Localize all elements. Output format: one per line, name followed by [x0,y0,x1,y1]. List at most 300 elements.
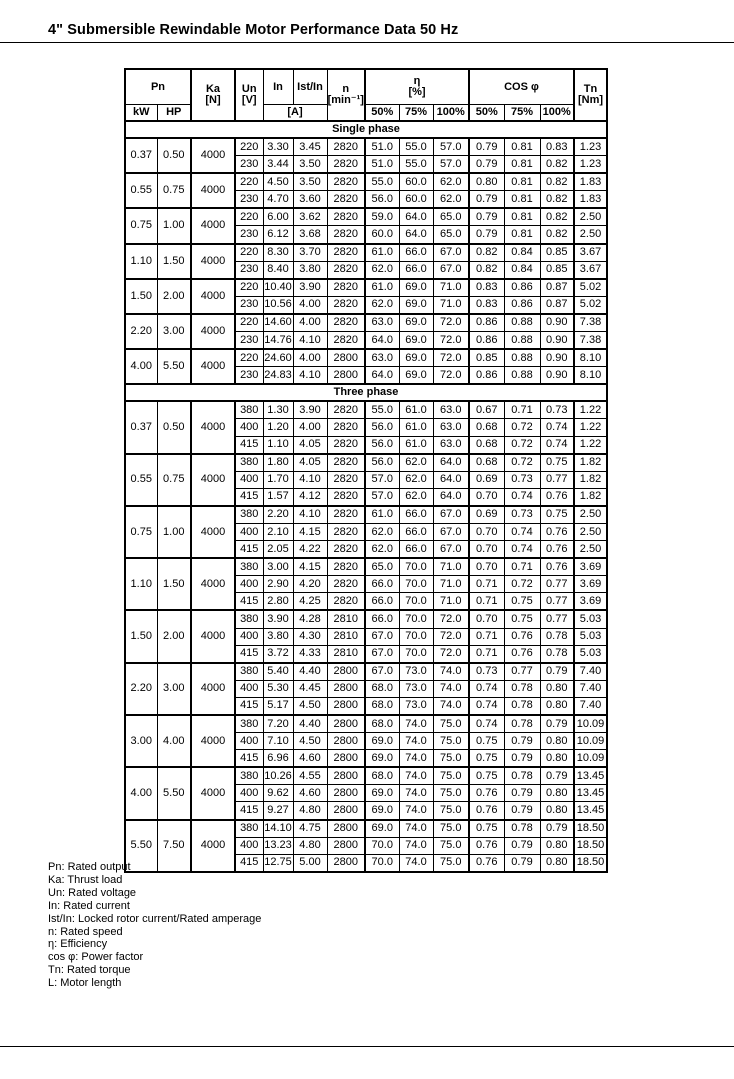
table-cell: 72.0 [433,645,469,663]
table-cell: 1.57 [263,488,293,506]
table-cell: 7.20 [263,715,293,733]
table-cell: 1.10 [263,436,293,454]
table-cell: 0.81 [504,173,540,191]
legend-item: L: Motor length [48,977,122,990]
table-row [125,138,607,156]
table-cell: 3.90 [263,610,293,628]
table-cell: 0.86 [469,367,504,385]
table-cell: 4.75 [293,820,327,838]
cell-ka: 4000 [191,506,235,558]
table-cell: 6.96 [263,750,293,768]
table-cell: 4.40 [293,663,327,681]
table-cell: 0.88 [504,367,540,385]
table-cell: 0.82 [540,173,574,191]
legend-item: n: Rated speed [48,925,123,938]
table-cell: 400 [235,523,263,540]
cell-ka: 4000 [191,401,235,453]
table-cell: 70.0 [399,558,433,576]
table-cell: 67.0 [433,244,469,262]
table-cell: 2800 [327,367,365,385]
table-row [125,208,607,226]
table-cell: 14.76 [263,332,293,350]
table-cell: 4.80 [293,802,327,820]
table-cell: 4.00 [293,419,327,436]
table-cell: 2820 [327,558,365,576]
table-cell: 2820 [327,436,365,454]
table-cell: 380 [235,558,263,576]
table-cell: 2810 [327,610,365,628]
table-cell: 70.0 [399,593,433,611]
table-cell: 13.45 [574,802,607,820]
table-cell: 73.0 [399,663,433,681]
table-cell: 0.70 [469,610,504,628]
table-cell: 4.15 [293,523,327,540]
table-cell: 68.0 [365,680,399,697]
table-cell: 74.0 [399,785,433,802]
table-cell: 7.40 [574,697,607,715]
table-cell: 400 [235,680,263,697]
table-cell: 65.0 [365,558,399,576]
table-cell: 75.0 [433,750,469,768]
cell-kw: 0.75 [125,208,157,243]
table-cell: 1.22 [574,436,607,454]
legend-item: Ist/In: Locked rotor current/Rated amperage [48,912,262,925]
table-cell: 0.83 [469,279,504,297]
table-cell: 70.0 [365,837,399,854]
table-cell: 0.78 [504,697,540,715]
table-cell: 66.0 [399,506,433,524]
table-cell: 2.50 [574,208,607,226]
table-cell: 55.0 [399,138,433,156]
header-eta-label: η [413,75,421,87]
table-cell: 2.50 [574,541,607,559]
header-kw: kW [125,105,157,122]
table-cell: 4.20 [293,576,327,593]
table-cell: 2820 [327,401,365,419]
table-cell: 0.78 [504,767,540,785]
table-cell: 2820 [327,279,365,297]
table-cell: 71.0 [433,558,469,576]
table-cell: 4.05 [293,454,327,472]
table-cell: 3.60 [293,191,327,209]
table-cell: 3.30 [263,138,293,156]
table-cell: 0.82 [540,156,574,174]
cell-hp: 1.00 [157,506,191,558]
table-cell: 0.87 [540,279,574,297]
table-cell: 1.83 [574,191,607,209]
table-cell: 18.50 [574,837,607,854]
table-cell: 75.0 [433,733,469,750]
cell-kw: 4.00 [125,349,157,384]
table-cell: 0.76 [504,645,540,663]
table-cell: 0.78 [540,628,574,645]
table-cell: 6.00 [263,208,293,226]
table-body [125,121,607,872]
table-cell: 63.0 [365,349,399,367]
table-cell: 2800 [327,802,365,820]
table-cell: 2820 [327,173,365,191]
table-cell: 8.30 [263,244,293,262]
table-cell: 61.0 [365,506,399,524]
table-cell: 380 [235,454,263,472]
table-cell: 0.71 [469,576,504,593]
table-row [125,610,607,628]
table-cell: 62.0 [365,541,399,559]
table-cell: 4.45 [293,680,327,697]
table-cell: 220 [235,244,263,262]
table-cell: 1.82 [574,488,607,506]
table-cell: 74.0 [433,697,469,715]
table-cell: 0.79 [504,733,540,750]
table-cell: 415 [235,541,263,559]
table-cell: 415 [235,697,263,715]
table-cell: 70.0 [365,854,399,872]
table-cell: 4.50 [293,733,327,750]
table-cell: 68.0 [365,767,399,785]
table-cell: 18.50 [574,820,607,838]
table-cell: 3.62 [293,208,327,226]
table-cell: 0.74 [504,488,540,506]
header-n-label: n [342,83,350,95]
table-cell: 415 [235,593,263,611]
table-cell: 3.90 [293,401,327,419]
table-cell: 3.45 [293,138,327,156]
table-cell: 69.0 [399,296,433,314]
table-cell: 5.03 [574,628,607,645]
table-cell: 0.76 [469,854,504,872]
table-cell: 2820 [327,244,365,262]
header-tn [574,69,607,121]
cell-kw: 0.37 [125,401,157,453]
table-cell: 61.0 [399,401,433,419]
table-cell: 0.81 [504,208,540,226]
table-cell: 4.00 [293,296,327,314]
table-cell: 0.73 [540,401,574,419]
table-cell: 4.10 [293,506,327,524]
table-cell: 220 [235,173,263,191]
table-cell: 4.22 [293,541,327,559]
table-cell: 0.88 [504,314,540,332]
table-cell: 70.0 [399,610,433,628]
table-cell: 0.77 [540,576,574,593]
table-cell: 0.85 [540,244,574,262]
table-cell: 3.67 [574,244,607,262]
table-cell: 56.0 [365,419,399,436]
table-cell: 60.0 [399,191,433,209]
table-cell: 400 [235,785,263,802]
table-cell: 66.0 [365,593,399,611]
table-cell: 5.17 [263,697,293,715]
legend [48,861,261,990]
table-cell: 74.0 [433,680,469,697]
table-cell: 0.90 [540,314,574,332]
table-cell: 10.26 [263,767,293,785]
table-cell: 5.00 [293,854,327,872]
table-cell: 3.90 [293,279,327,297]
table-cell: 3.68 [293,226,327,244]
section-label: Single phase [125,121,607,138]
table-cell: 70.0 [399,645,433,663]
table-cell: 0.75 [469,767,504,785]
table-cell: 0.78 [504,820,540,838]
table-cell: 1.22 [574,401,607,419]
table-cell: 73.0 [399,697,433,715]
table-cell: 3.69 [574,576,607,593]
table-cell: 2810 [327,645,365,663]
table-cell: 2800 [327,767,365,785]
header-hp: HP [157,105,191,122]
table-cell: 220 [235,279,263,297]
table-cell: 62.0 [365,261,399,279]
table-cell: 63.0 [365,314,399,332]
table-cell: 62.0 [399,471,433,488]
table-cell: 2820 [327,419,365,436]
table-cell: 0.67 [469,401,504,419]
table-cell: 66.0 [365,576,399,593]
table-cell: 9.27 [263,802,293,820]
table-cell: 70.0 [399,628,433,645]
table-cell: 66.0 [365,610,399,628]
table-cell: 220 [235,314,263,332]
table-cell: 59.0 [365,208,399,226]
table-cell: 69.0 [365,802,399,820]
cell-ka: 4000 [191,558,235,610]
table-cell: 55.0 [365,401,399,419]
table-cell: 8.40 [263,261,293,279]
table-cell: 74.0 [399,733,433,750]
table-cell: 3.00 [263,558,293,576]
cell-kw: 1.10 [125,558,157,610]
table-cell: 0.69 [469,506,504,524]
table-cell: 220 [235,208,263,226]
header-un-unit: [V] [241,94,257,106]
table-cell: 3.72 [263,645,293,663]
table-cell: 230 [235,156,263,174]
table-cell: 220 [235,138,263,156]
table-cell: 2800 [327,837,365,854]
table-cell: 7.10 [263,733,293,750]
table-cell: 69.0 [399,279,433,297]
table-cell: 0.81 [504,191,540,209]
cell-hp: 0.75 [157,454,191,506]
table-cell: 230 [235,332,263,350]
table-cell: 0.77 [540,610,574,628]
table-cell: 10.09 [574,715,607,733]
table-cell: 69.0 [399,332,433,350]
header-cos-100: 100% [540,105,574,122]
table-cell: 57.0 [433,138,469,156]
table-cell: 67.0 [433,523,469,540]
legend-item: Tn: Rated torque [48,964,131,977]
table-cell: 2.50 [574,523,607,540]
table-cell: 380 [235,610,263,628]
cell-hp: 0.50 [157,401,191,453]
table-cell: 67.0 [365,628,399,645]
table-cell: 64.0 [433,454,469,472]
table-row [125,506,607,524]
cell-kw: 0.37 [125,138,157,173]
cell-ka: 4000 [191,454,235,506]
table-cell: 63.0 [433,401,469,419]
table-cell: 4.50 [263,173,293,191]
table-cell: 2820 [327,541,365,559]
table-cell: 0.74 [540,419,574,436]
table-cell: 62.0 [433,173,469,191]
table-cell: 220 [235,349,263,367]
table-cell: 2820 [327,332,365,350]
table-cell: 64.0 [399,208,433,226]
header-eta-100: 100% [433,105,469,122]
cell-hp: 2.00 [157,279,191,314]
header-ka [191,69,235,121]
table-cell: 5.30 [263,680,293,697]
table-row [125,558,607,576]
cell-hp: 1.50 [157,558,191,610]
cell-kw: 2.20 [125,314,157,349]
table-cell: 75.0 [433,715,469,733]
table-cell: 0.77 [540,471,574,488]
table-cell: 51.0 [365,156,399,174]
table-cell: 14.60 [263,314,293,332]
table-cell: 4.00 [293,314,327,332]
table-cell: 57.0 [365,488,399,506]
cell-ka: 4000 [191,820,235,872]
table-cell: 0.74 [504,541,540,559]
table-cell: 0.72 [504,436,540,454]
table-cell: 69.0 [399,367,433,385]
table-cell: 0.83 [540,138,574,156]
table-cell: 230 [235,191,263,209]
cell-kw: 1.50 [125,610,157,662]
table-cell: 0.68 [469,419,504,436]
table-cell: 0.79 [469,138,504,156]
header-cos: COS φ [469,69,574,105]
table-cell: 2820 [327,208,365,226]
header-pn: Pn [125,69,191,105]
table-cell: 0.80 [540,802,574,820]
table-cell: 70.0 [399,576,433,593]
table-cell: 1.30 [263,401,293,419]
table-cell: 0.79 [540,820,574,838]
table-cell: 2820 [327,506,365,524]
table-cell: 0.80 [540,680,574,697]
table-cell: 75.0 [433,854,469,872]
table-cell: 24.60 [263,349,293,367]
table-cell: 69.0 [365,820,399,838]
header-tn-label: Tn [583,83,598,95]
cell-hp: 1.50 [157,244,191,279]
table-cell: 400 [235,733,263,750]
table-cell: 0.84 [504,261,540,279]
table-cell: 7.40 [574,680,607,697]
table-cell: 72.0 [433,628,469,645]
table-cell: 415 [235,488,263,506]
header-ka-unit: [N] [205,94,221,106]
table-cell: 400 [235,419,263,436]
table-cell: 0.79 [540,663,574,681]
table-cell: 74.0 [399,767,433,785]
table-cell: 2800 [327,785,365,802]
table-row [125,244,607,262]
table-cell: 2800 [327,750,365,768]
table-cell: 74.0 [399,837,433,854]
table-cell: 0.79 [469,156,504,174]
table-cell: 4.10 [293,332,327,350]
table-cell: 13.45 [574,785,607,802]
table-cell: 4.28 [293,610,327,628]
cell-ka: 4000 [191,279,235,314]
table-cell: 65.0 [433,208,469,226]
header-un [235,69,263,121]
table-cell: 66.0 [399,261,433,279]
table-cell: 0.80 [540,750,574,768]
table-cell: 8.10 [574,349,607,367]
table-row [125,663,607,681]
cell-kw: 2.20 [125,663,157,715]
table-cell: 62.0 [399,454,433,472]
table-cell: 3.67 [574,261,607,279]
table-cell: 0.82 [469,244,504,262]
table-cell: 3.50 [293,156,327,174]
table-row [125,767,607,785]
table-cell: 56.0 [365,436,399,454]
table-cell: 0.76 [540,558,574,576]
table-cell: 66.0 [399,244,433,262]
table-cell: 55.0 [365,173,399,191]
table-cell: 13.45 [574,767,607,785]
header-tn-unit: [Nm] [577,94,604,106]
table-cell: 3.44 [263,156,293,174]
table-cell: 4.10 [293,367,327,385]
table-cell: 72.0 [433,610,469,628]
legend-item: Pn: Rated output [48,861,131,873]
top-rule [0,42,734,43]
table-cell: 0.76 [469,837,504,854]
table-cell: 0.82 [540,226,574,244]
table-cell: 75.0 [433,767,469,785]
table-cell: 14.10 [263,820,293,838]
table-cell: 3.50 [293,173,327,191]
table-cell: 0.80 [469,173,504,191]
cell-kw: 1.10 [125,244,157,279]
table-cell: 63.0 [433,419,469,436]
table-cell: 64.0 [433,488,469,506]
table-cell: 7.38 [574,332,607,350]
table-cell: 67.0 [365,663,399,681]
table-cell: 2820 [327,454,365,472]
table-cell: 3.69 [574,558,607,576]
table-cell: 2820 [327,576,365,593]
table-cell: 0.76 [504,628,540,645]
table-cell: 2.90 [263,576,293,593]
table-cell: 0.82 [540,208,574,226]
table-cell: 0.79 [540,715,574,733]
table-cell: 0.70 [469,488,504,506]
table-cell: 380 [235,715,263,733]
table-cell: 415 [235,645,263,663]
table-cell: 62.0 [365,296,399,314]
table-cell: 0.86 [469,314,504,332]
header-ist-in: Ist/In [293,69,327,105]
table-cell: 0.68 [469,436,504,454]
table-cell: 0.85 [469,349,504,367]
table-cell: 0.75 [469,750,504,768]
table-cell: 0.79 [504,837,540,854]
table-cell: 0.73 [504,471,540,488]
table-cell: 400 [235,471,263,488]
table-cell: 380 [235,663,263,681]
table-cell: 0.78 [540,645,574,663]
